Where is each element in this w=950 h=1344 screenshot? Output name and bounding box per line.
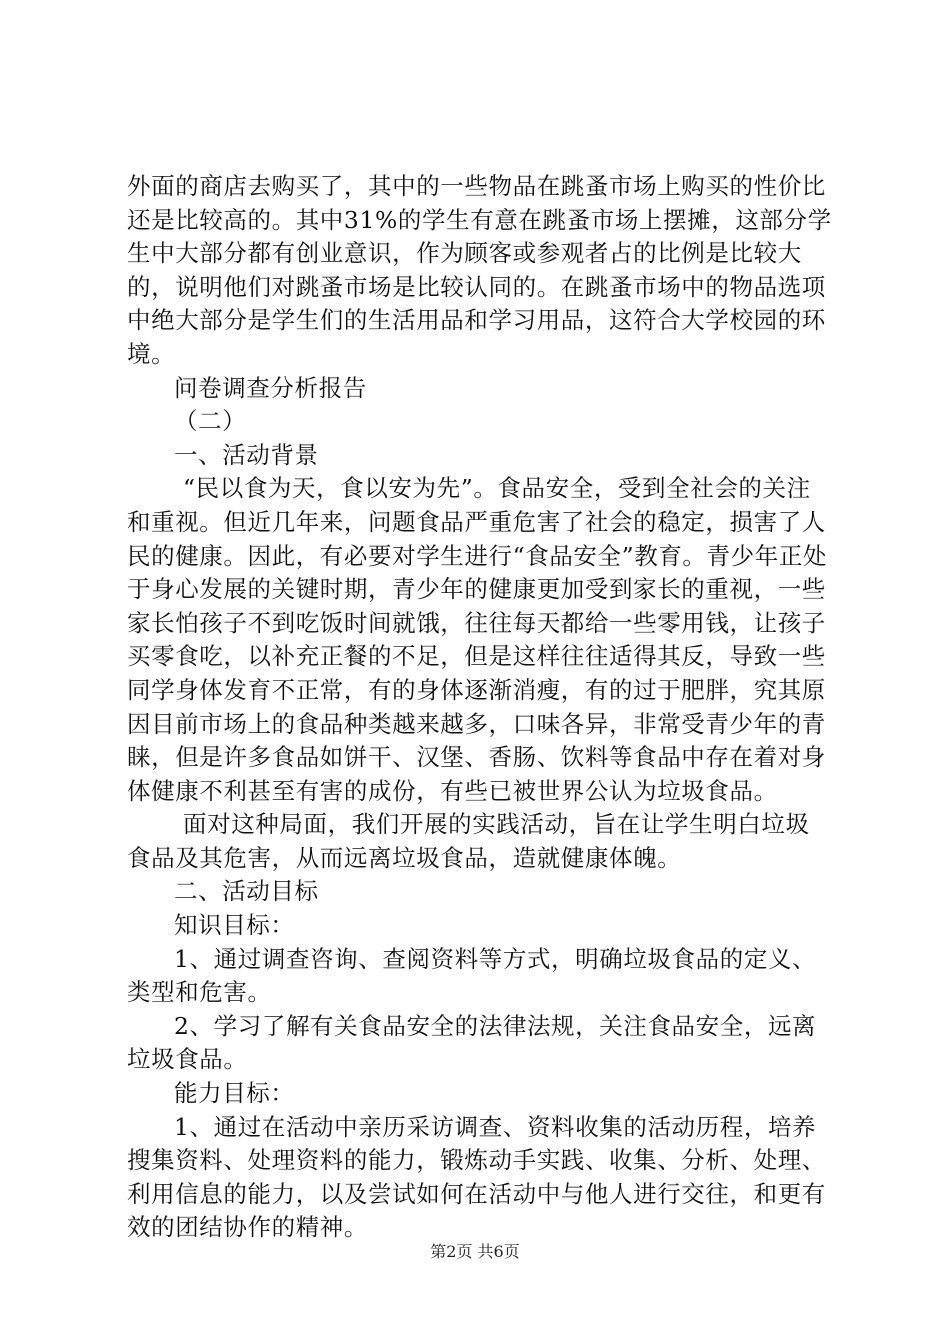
- subheading-knowledge-goals: 知识目标：: [174, 911, 295, 940]
- heading-activity-background: 一、活动背景: [174, 440, 319, 469]
- ability-goal-1: 1、通过在活动中亲历采访调查、资料收集的活动历程，培养搜集资料、处理资料的能力，锻炼动手实践、收集、分析、处理、利用信息的能力，以及尝试如何在活动中与他人进行交往，和更有效的团结协作的精神。: [127, 1112, 826, 1242]
- document-body: [127, 170, 832, 1245]
- knowledge-goal-2: 2、学习了解有关食品安全的法律法规，关注食品安全，远离垃圾食品。: [127, 1011, 817, 1074]
- subheading-ability-goals: 能力目标：: [174, 1079, 295, 1108]
- report-section-number: （二）: [174, 407, 247, 436]
- knowledge-goal-1: 1、通过调查咨询、查阅资料等方式，明确垃圾食品的定义、类型和危害。: [127, 944, 817, 1007]
- heading-activity-goals: 二、活动目标: [174, 877, 319, 906]
- page-number-footer: 第2页 共6页: [430, 1242, 520, 1261]
- paragraph-purpose: 面对这种局面，我们开展的实践活动，旨在让学生明白垃圾食品及其危害，从而远离垃圾食品，造就健康体魄。: [127, 810, 810, 872]
- paragraph-background: “民以食为天，食以安为先”。食品安全，受到全社会的关注和重视。但近几年来，问题食品严重危害了社会的稳定，损害了人民的健康。因此，有必要对学生进行“食品安全”教育。青少年正处于身心发展的关键时期，青少年的健康更加受到家长的重视，一些家长怕孩子不到吃饭时间就饿，往往每天都给一些零用钱，让孩子买零食吃，以补充正餐的不足，但是这样往往适得其反，导致一些同学身体发育不正常，有的身体逐渐消瘦，有的过于肥胖，究其原因目前市场上的食品种类越来越多，口味各异，非常受青少年的青睐，但是许多食品如饼干、汉堡、香肠、饮料等食品中存在着对身体健康不利甚至有害的成份，有些已被世界公认为垃圾食品。: [127, 474, 828, 805]
- report-title: 问卷调查分析报告: [174, 373, 367, 402]
- paragraph-continued: 外面的商店去购买了，其中的一些物品在跳蚤市场上购买的性价比还是比较高的。其中31%的学生有意在跳蚤市场上摆摊，这部分学生中大部分都有创业意识，作为顾客或参观者占的比例是比较大的，说明他们对跳蚤市场是比较认同的。在跳蚤市场中的物品选项中绝大部分是学生们的生活用品和学习用品，这符合大学校园的环境。: [127, 172, 832, 368]
